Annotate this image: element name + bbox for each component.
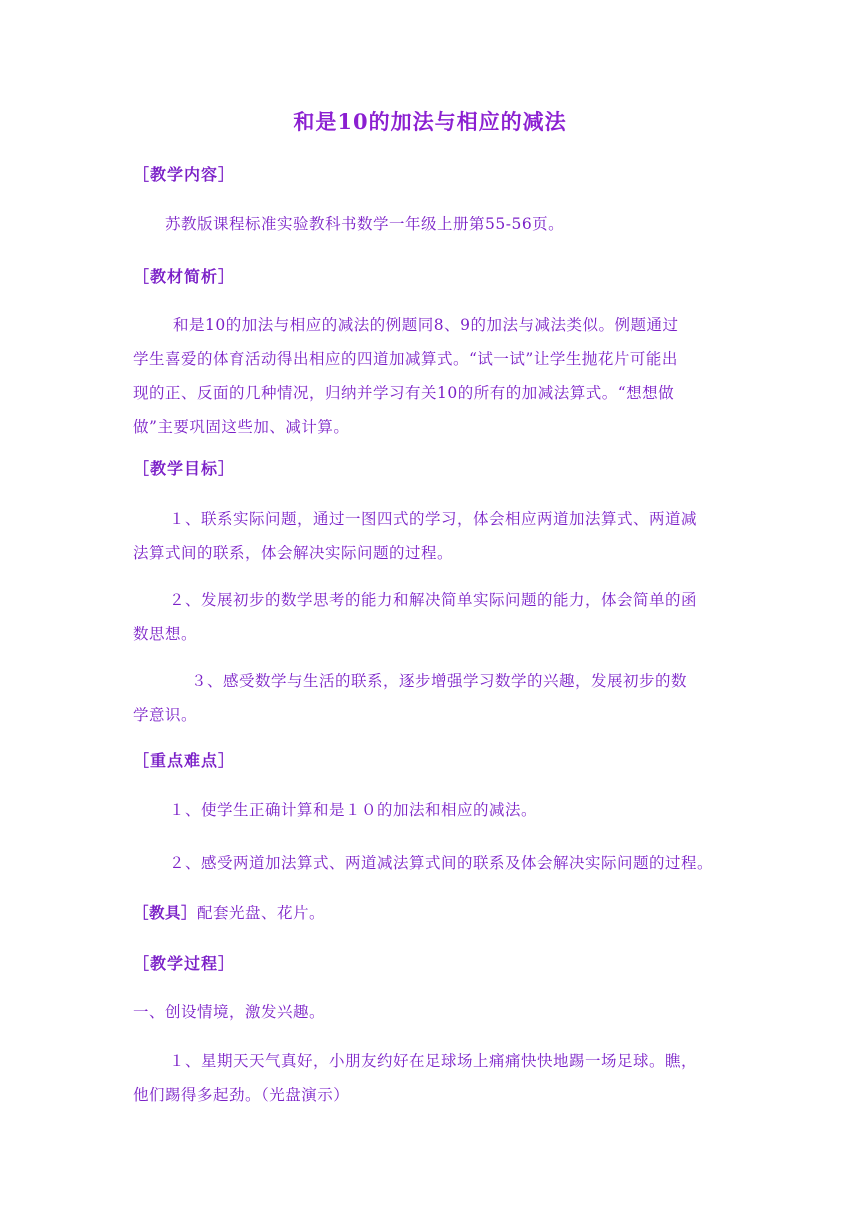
process-step-1-item-1 xyxy=(133,1044,733,1112)
paragraph-line: 数思想。 xyxy=(133,625,198,643)
key-point-2 xyxy=(169,846,769,880)
paragraph-line: 他们踢得多起劲。（光盘演示） xyxy=(133,1086,350,1104)
paragraph-line: 学意识。 xyxy=(133,706,198,724)
heading-key-points: ［重点难点］ xyxy=(133,751,236,770)
paragraph-line: 现的正、反面的几种情况，归纳并学习有关10的所有的加减法算式。“想想做 xyxy=(133,384,675,402)
paragraph-line: 做”主要巩固这些加、减计算。 xyxy=(133,418,350,436)
material-analysis-text xyxy=(133,308,733,444)
heading-teaching-tools: ［教具］ xyxy=(133,903,198,922)
teaching-content-text xyxy=(165,207,765,241)
process-step-1 xyxy=(133,995,733,1029)
heading-teaching-goals: ［教学目标］ xyxy=(133,459,236,478)
paragraph-line: 苏教版课程标准实验教科书数学一年级上册第55-56页。 xyxy=(165,215,565,233)
heading-teaching-content: ［教学内容］ xyxy=(133,165,236,184)
teaching-tools-text: 配套光盘、花片。 xyxy=(197,904,326,922)
heading-teaching-process: ［教学过程］ xyxy=(133,954,236,973)
paragraph-line: 法算式间的联系，体会解决实际问题的过程。 xyxy=(133,544,454,562)
teaching-tools xyxy=(133,896,733,930)
paragraph-line: 和是10的加法与相应的减法的例题同8、9的加法与减法类似。例题通过 xyxy=(173,316,679,334)
goal-item-2 xyxy=(133,583,733,651)
paragraph-line: ２、感受两道加法算式、两道减法算式间的联系及体会解决实际问题的过程。 xyxy=(169,854,714,872)
document-title: 和是10的加法与相应的减法 xyxy=(293,109,567,134)
paragraph-line: ３、感受数学与生活的联系，逐步增强学习数学的兴趣，发展初步的数 xyxy=(191,672,688,690)
paragraph-line xyxy=(133,896,733,930)
paragraph-line: 一、创设情境，激发兴趣。 xyxy=(133,1003,326,1021)
heading-material-analysis: ［教材简析］ xyxy=(133,267,236,286)
paragraph-line: １、联系实际问题，通过一图四式的学习，体会相应两道加法算式、两道减 xyxy=(169,510,698,528)
paragraph-line: １、使学生正确计算和是１０的加法和相应的减法。 xyxy=(169,801,538,819)
paragraph-line: ２、发展初步的数学思考的能力和解决简单实际问题的能力，体会简单的函 xyxy=(169,591,698,609)
paragraph-line: 学生喜爱的体育活动得出相应的四道加减算式。“试一试”让学生抛花片可能出 xyxy=(133,350,678,368)
goal-item-1 xyxy=(133,502,733,570)
goal-item-3 xyxy=(133,664,733,732)
key-point-1 xyxy=(169,793,769,827)
paragraph-line: １、星期天天气真好，小朋友约好在足球场上痛痛快快地踢一场足球。瞧， xyxy=(169,1052,698,1070)
